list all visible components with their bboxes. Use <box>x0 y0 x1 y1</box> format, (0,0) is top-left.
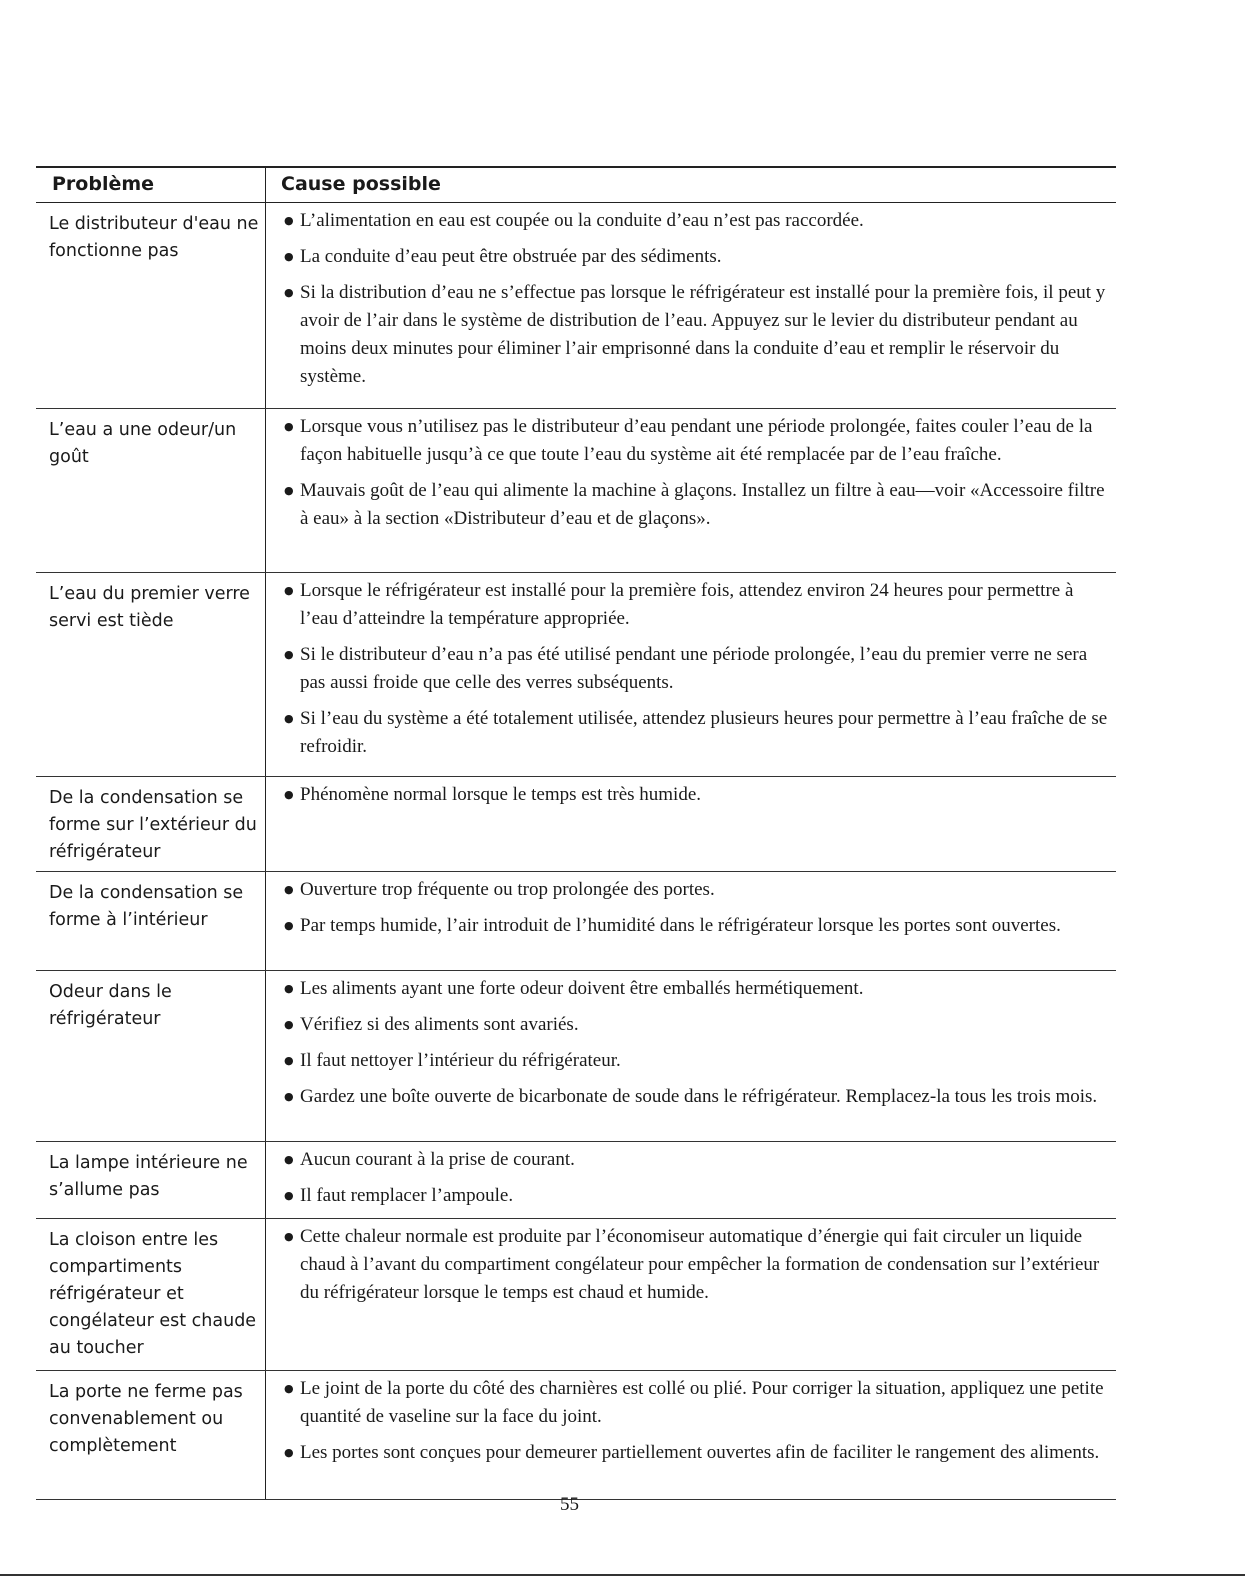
bullet-icon: ● <box>284 1018 294 1031</box>
header-problem: Problème <box>52 173 155 195</box>
list-item <box>284 641 1114 697</box>
bullet-icon: ● <box>284 1189 294 1202</box>
list-item <box>284 912 1114 940</box>
bullet-icon: ● <box>284 214 294 227</box>
list-item <box>284 705 1114 761</box>
cause-text: Mauvais goût de l’eau qui alimente la machine à glaçons. Installez un filtre à eau—voir «Accessoire filtre à eau» à la section «Distributeur d’eau et de glaçons». <box>300 480 1105 529</box>
bullet-icon: ● <box>284 250 294 263</box>
table-row <box>36 1371 1116 1500</box>
bullet-icon: ● <box>284 1446 294 1459</box>
list-item <box>284 413 1114 469</box>
bullet-icon: ● <box>284 1054 294 1067</box>
problem-cell: La porte ne ferme pas convenablement ou complètement <box>49 1382 243 1456</box>
list-item <box>284 243 1114 271</box>
list-item <box>284 207 1114 235</box>
bottom-rule <box>0 1574 1245 1576</box>
bullet-icon: ● <box>284 1090 294 1103</box>
cause-text: La conduite d’eau peut être obstruée par des sédiments. <box>300 246 722 267</box>
cause-text: Il faut remplacer l’ampoule. <box>300 1185 514 1206</box>
cause-cell <box>284 975 1114 1119</box>
table-header <box>36 166 1116 203</box>
cause-text: Les portes sont conçues pour demeurer partiellement ouvertes afin de faciliter le rangement des aliments. <box>300 1442 1100 1463</box>
bullet-icon: ● <box>284 1382 294 1395</box>
list-item <box>284 1182 1114 1210</box>
cause-text: Cette chaleur normale est produite par l’économiseur automatique d’énergie qui fait circuler un liquide chaud à l’avant du compartiment congélateur pour empêcher la formation de condensation sur l’extérieur du réfrigérateur lorsque le temps est chaud et humide. <box>300 1226 1100 1303</box>
bullet-icon: ● <box>284 286 294 299</box>
cause-cell <box>284 1375 1114 1475</box>
table-row <box>36 203 1116 409</box>
cause-text: Si l’eau du système a été totalement utilisée, attendez plusieurs heures pour permettre à l’eau fraîche de se refroidir. <box>300 708 1108 757</box>
cause-cell <box>284 577 1114 769</box>
bullet-icon: ● <box>284 788 294 801</box>
cause-text: Il faut nettoyer l’intérieur du réfrigérateur. <box>300 1050 621 1071</box>
list-item <box>284 477 1114 533</box>
problem-cell: De la condensation se forme sur l’extérieur du réfrigérateur <box>49 788 257 862</box>
cause-text: L’alimentation en eau est coupée ou la conduite d’eau n’est pas raccordée. <box>300 210 864 231</box>
problem-cell: La cloison entre les compartiments réfrigérateur et congélateur est chaude au toucher <box>49 1230 257 1358</box>
table-row <box>36 573 1116 777</box>
bullet-icon: ● <box>284 1230 294 1243</box>
bullet-icon: ● <box>284 1153 294 1166</box>
cause-text: Ouverture trop fréquente ou trop prolongée des portes. <box>300 879 715 900</box>
problem-cell: La lampe intérieure ne s’allume pas <box>49 1153 248 1200</box>
table-row <box>36 1219 1116 1371</box>
list-item <box>284 1083 1114 1111</box>
problem-cell: Odeur dans le réfrigérateur <box>49 982 172 1029</box>
cause-text: Phénomène normal lorsque le temps est très humide. <box>300 784 702 805</box>
cause-text: Les aliments ayant une forte odeur doivent être emballés hermétiquement. <box>300 978 864 999</box>
bullet-icon: ● <box>284 883 294 896</box>
list-item <box>284 577 1114 633</box>
bullet-icon: ● <box>284 919 294 932</box>
cause-cell <box>284 207 1114 399</box>
list-item <box>284 1146 1114 1174</box>
bullet-icon: ● <box>284 648 294 661</box>
bullet-icon: ● <box>284 982 294 995</box>
bullet-icon: ● <box>284 712 294 725</box>
list-item <box>284 1439 1114 1467</box>
cause-text: Lorsque le réfrigérateur est installé pour la première fois, attendez environ 24 heures pour permettre à l’eau d’atteindre la température appropriée. <box>300 580 1074 629</box>
cause-text: Aucun courant à la prise de courant. <box>300 1149 575 1170</box>
table-row <box>36 872 1116 971</box>
bullet-icon: ● <box>284 584 294 597</box>
list-item <box>284 1047 1114 1075</box>
cause-cell <box>284 1223 1114 1315</box>
cause-cell <box>284 413 1114 541</box>
cause-text: Si le distributeur d’eau n’a pas été utilisé pendant une période prolongée, l’eau du premier verre ne sera pas aussi froide que celle des verres subséquents. <box>300 644 1088 693</box>
problem-cell: Le distributeur d'eau ne fonctionne pas <box>49 214 259 261</box>
cause-text: Le joint de la porte du côté des charnières est collé ou plié. Pour corriger la situation, appliquez une petite quantité de vaseline sur la face du joint. <box>300 1378 1104 1427</box>
cause-text: Vérifiez si des aliments sont avariés. <box>300 1014 579 1035</box>
problem-cell: L’eau a une odeur/un goût <box>49 420 237 467</box>
table-row <box>36 971 1116 1142</box>
table-row <box>36 1142 1116 1219</box>
list-item <box>284 1011 1114 1039</box>
troubleshooting-table <box>36 166 1116 1500</box>
table-row <box>36 777 1116 872</box>
cause-cell <box>284 781 1114 817</box>
problem-cell: De la condensation se forme à l’intérieur <box>49 883 244 930</box>
cause-text: Par temps humide, l’air introduit de l’humidité dans le réfrigérateur lorsque les portes sont ouvertes. <box>300 915 1061 936</box>
bullet-icon: ● <box>284 420 294 433</box>
header-cause: Cause possible <box>281 173 441 195</box>
list-item <box>284 781 1114 809</box>
table-row <box>36 409 1116 573</box>
bullet-icon: ● <box>284 484 294 497</box>
list-item <box>284 975 1114 1003</box>
cause-text: Si la distribution d’eau ne s’effectue pas lorsque le réfrigérateur est installé pour la première fois, il peut y avoir de l’air dans le système de distribution de l’eau. Appuyez sur le levier du distributeur pendant au moins deux minutes pour éliminer l’air emprisonné dans la conduite d’eau et remplir le réservoir du système. <box>300 282 1106 387</box>
cause-text: Gardez une boîte ouverte de bicarbonate de soude dans le réfrigérateur. Remplacez-la tous les trois mois. <box>300 1086 1098 1107</box>
list-item <box>284 1375 1114 1431</box>
list-item <box>284 1223 1114 1307</box>
problem-cell: L’eau du premier verre servi est tiède <box>49 584 250 631</box>
list-item <box>284 876 1114 904</box>
page-number: 55 <box>560 1494 579 1515</box>
list-item <box>284 279 1114 391</box>
cause-text: Lorsque vous n’utilisez pas le distributeur d’eau pendant une période prolongée, faites couler l’eau de la façon habituelle jusqu’à ce que toute l’eau du système ait été remplacée par de l’eau fraîche. <box>300 416 1093 465</box>
cause-cell <box>284 876 1114 948</box>
cause-cell <box>284 1146 1114 1218</box>
